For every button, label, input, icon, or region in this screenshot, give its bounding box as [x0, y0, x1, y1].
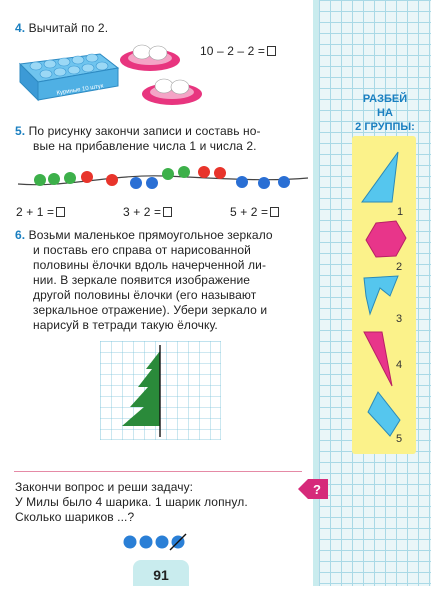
task6-line3: половины ёлочки вдоль начерченной ли- [33, 258, 267, 272]
task6-line2: и поставь его справа от нарисованной [33, 243, 251, 257]
bottom-task-line3: Сколько шариков ...? [15, 510, 135, 524]
task5-eq2-text: 3 + 2 = [123, 205, 162, 219]
shape-label-3: 3 [396, 313, 403, 325]
task4-number: 4. [15, 21, 26, 35]
carton-label: Куриные 10 штук [56, 83, 104, 97]
sidebar-title [345, 92, 425, 134]
shape-4-triangle [364, 332, 392, 386]
task6-line4: нии. В зеркале появится изображение [33, 273, 251, 287]
task6-line1: Возьми маленькое прямоугольное зеркало [28, 228, 273, 242]
page-number: 91 [133, 560, 189, 586]
tree-grid-figure [100, 341, 221, 440]
shape-2-hexagon [366, 221, 406, 257]
task4-heading [15, 21, 108, 36]
shape-label-5: 5 [396, 433, 403, 445]
answer-box [270, 207, 279, 217]
question-mark-icon: ? [313, 482, 321, 497]
task5-eq1-text: 2 + 1 = [16, 205, 55, 219]
shape-label-2: 2 [396, 261, 403, 273]
task5-line2: вые на прибавление числа 1 и числа 2. [33, 139, 257, 153]
section-separator [14, 471, 302, 472]
task6-line5: другой половины ёлочки (его называют [33, 288, 257, 302]
sidebar-shapes [352, 136, 416, 454]
bottom-task-line2: У Милы было 4 шарика. 1 шарик лопнул. [15, 495, 248, 509]
question-marker [298, 477, 328, 501]
task5-eq3-text: 5 + 2 = [230, 205, 269, 219]
bottom-task [15, 480, 310, 525]
balloons-dots [122, 533, 197, 551]
egg-carton-illustration [14, 48, 124, 108]
shape-1-triangle [362, 152, 398, 202]
shape-label-1: 1 [397, 206, 404, 218]
task5-text [15, 124, 261, 154]
shape-5-triangle [368, 392, 400, 436]
task5-eq1 [16, 205, 65, 220]
task6-number: 6. [15, 228, 26, 242]
task4-equation-text: 10 – 2 – 2 = [200, 44, 265, 58]
answer-box [267, 46, 276, 56]
task4-text: Вычитай по 2. [28, 21, 109, 35]
task6-line6: зеркальное отражение). Убери зеркало и [33, 303, 268, 317]
answer-box [163, 207, 172, 217]
task5-eq3 [230, 205, 279, 220]
bottom-task-line1: Закончи вопрос и реши задачу: [15, 480, 194, 494]
beads [34, 166, 290, 189]
bead-string [14, 160, 312, 200]
sidebar-title-line2: НА [377, 107, 393, 119]
shape-3-quad [364, 276, 398, 314]
answer-box [56, 207, 65, 217]
sidebar-title-line1: РАЗБЕЙ [362, 93, 408, 105]
task5-line1: По рисунку закончи записи и составь но- [28, 124, 261, 138]
task6-text [15, 228, 305, 333]
task6-line7: нарисуй в тетради такую ёлочку. [33, 318, 218, 332]
task4-equation [200, 44, 276, 59]
task5-eq2 [123, 205, 172, 220]
task5-number: 5. [15, 124, 26, 138]
shape-label-4: 4 [396, 359, 403, 371]
sidebar-title-line3: 2 ГРУППЫ: [355, 121, 415, 133]
